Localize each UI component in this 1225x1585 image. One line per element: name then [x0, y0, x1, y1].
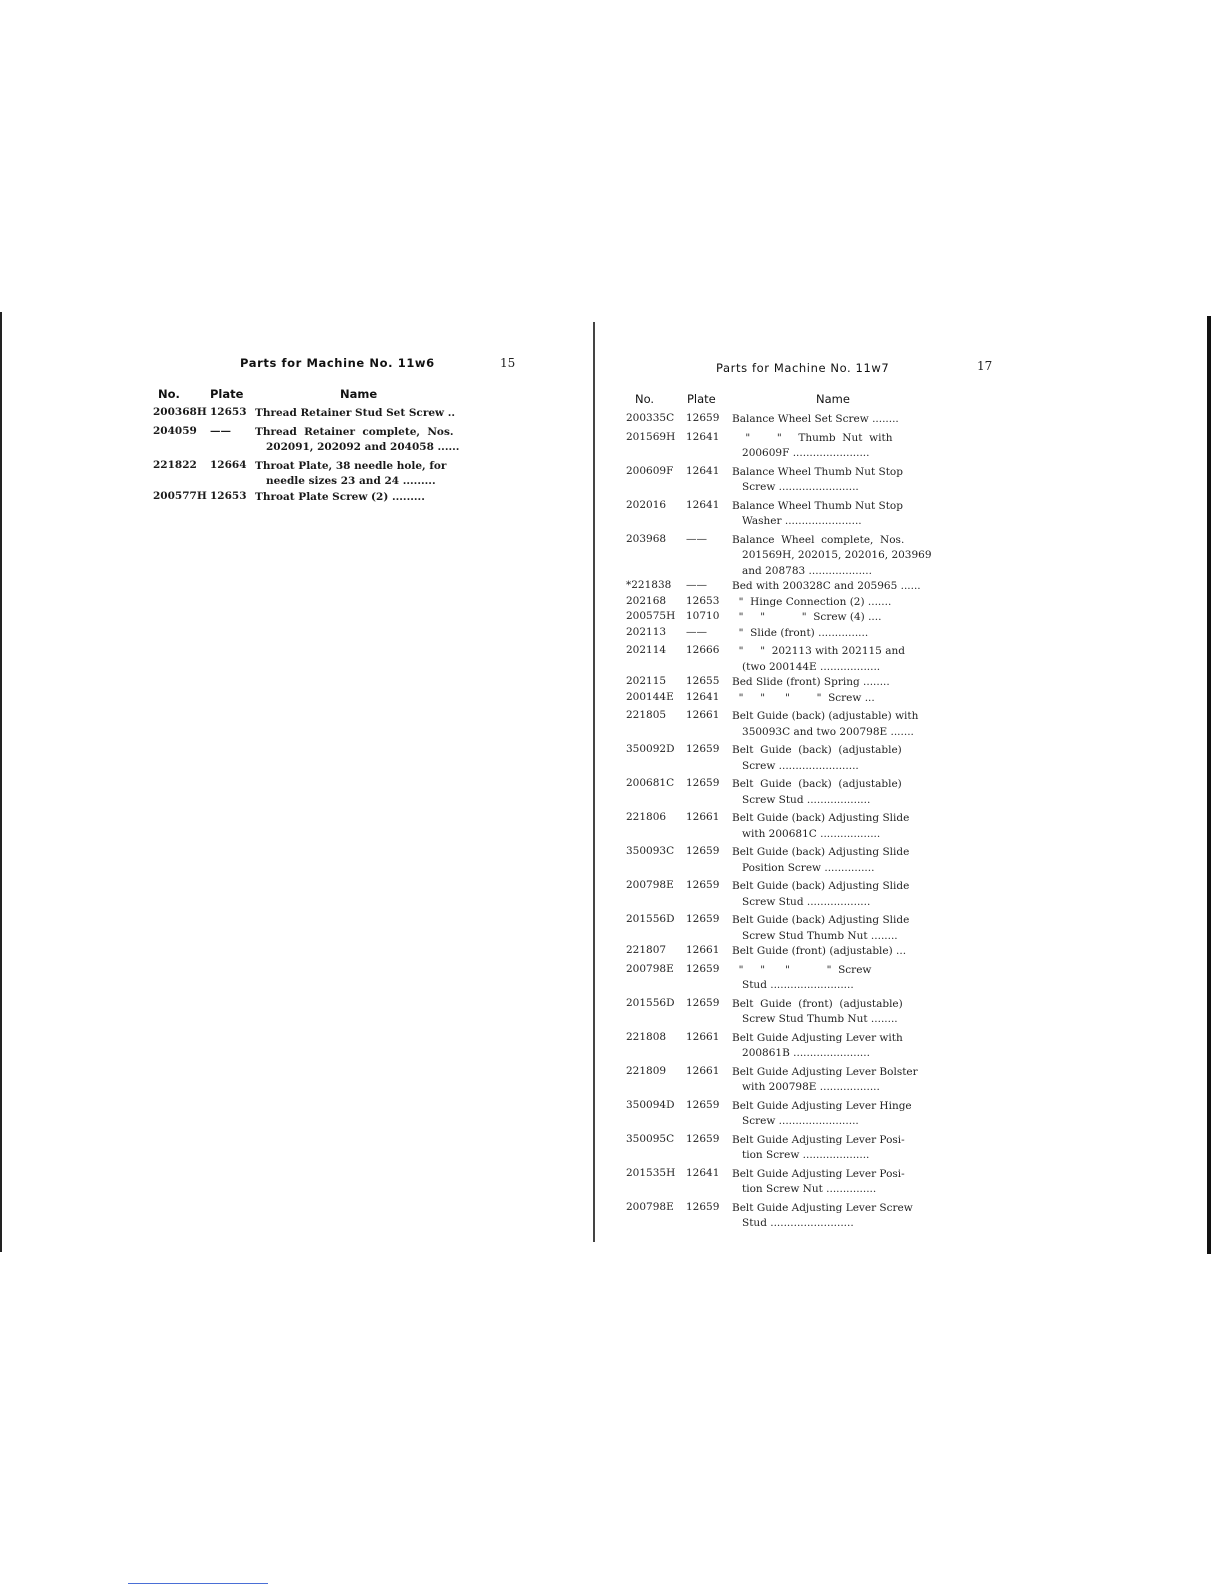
page-edge-left: [0, 312, 2, 1252]
plate-number: 12641: [686, 1166, 720, 1179]
part-row: [620, 610, 1000, 626]
part-name: Thread Retainer Stud Set Screw ..: [255, 407, 456, 419]
plate-number: 12659: [686, 913, 720, 925]
plate-number: 12653: [686, 594, 720, 607]
part-row: [620, 579, 1000, 595]
part-name: " " " " Screw ...: [732, 691, 875, 704]
part-number: 200681C: [626, 777, 675, 789]
part-name: Thread Retainer complete, Nos. 202091, 202092 and 204058 ......: [255, 425, 460, 453]
plate-number: 12659: [686, 777, 720, 789]
part-number: 201556D: [626, 913, 675, 925]
plate-number: 12659: [686, 962, 720, 975]
part-row: [620, 997, 1000, 1028]
part-number: 202016: [626, 498, 667, 511]
part-row: [150, 490, 530, 506]
part-name: Belt Guide Adjusting Lever Posi- tion Screw ....................: [732, 1133, 905, 1161]
part-name: " Slide (front) ...............: [732, 626, 869, 639]
part-name: Belt Guide (back) Adjusting Slide Position Screw ...............: [732, 846, 910, 874]
part-name: Belt Guide (front) (adjustable) ...: [732, 945, 907, 957]
part-number: 200609F: [626, 464, 674, 477]
plate-number: 12664: [210, 458, 247, 471]
part-name: Belt Guide (back) (adjustable) with 350093C and two 200798E .......: [732, 710, 919, 738]
part-name: Belt Guide (back) Adjusting Slide Screw Stud Thumb Nut ........: [732, 914, 910, 942]
plate-number: 12641: [686, 498, 720, 511]
part-name: Belt Guide (back) (adjustable) Screw Stud ...................: [732, 778, 902, 806]
plate-number: 12659: [686, 1200, 720, 1213]
part-row: [150, 425, 530, 456]
part-row: [620, 1201, 1000, 1232]
part-name: Balance Wheel Thumb Nut Stop Washer .......................: [732, 499, 903, 527]
plate-number: 12659: [686, 1132, 720, 1145]
part-row: [150, 459, 530, 490]
part-row: [620, 626, 1000, 642]
page-title: Parts for Machine No. 11w7: [716, 361, 890, 375]
plate-number: 12661: [686, 709, 720, 721]
part-row: [620, 1099, 1000, 1130]
part-name: " " " Screw (4) ....: [732, 611, 882, 623]
part-number: 201556D: [626, 996, 675, 1009]
part-number: 221809: [626, 1064, 667, 1077]
part-row: [620, 777, 1000, 808]
part-name: Balance Wheel Thumb Nut Stop Screw ........................: [732, 465, 903, 493]
part-name: Bed Slide (front) Spring ........: [732, 676, 890, 688]
plate-number: 12641: [686, 690, 720, 703]
plate-number: 12659: [686, 412, 720, 424]
plate-number: ——: [686, 625, 707, 638]
part-number: 202115: [626, 675, 667, 687]
part-number: 201569H: [626, 430, 676, 443]
part-row: [620, 845, 1000, 876]
part-row: [620, 1065, 1000, 1096]
part-number: 200144E: [626, 690, 674, 703]
plate-number: ——: [210, 424, 231, 437]
plate-number: ——: [686, 532, 707, 545]
part-row: [620, 499, 1000, 530]
part-row: [620, 709, 1000, 740]
part-row: [620, 675, 1000, 691]
part-row: [620, 811, 1000, 842]
plate-number: 10710: [686, 610, 720, 622]
part-name: Belt Guide (back) (adjustable) Screw ........................: [732, 744, 902, 772]
part-row: [620, 431, 1000, 462]
plate-number: 12661: [686, 1030, 720, 1043]
part-row: [620, 533, 1000, 580]
part-number: 221807: [626, 944, 667, 956]
column-header-plate: Plate: [687, 392, 716, 406]
part-number: 204059: [153, 424, 197, 437]
plate-number: 12641: [686, 464, 720, 477]
plate-number: 12666: [686, 644, 720, 656]
part-number: 200798E: [626, 962, 674, 975]
part-number: 200798E: [626, 1200, 674, 1213]
part-row: [620, 465, 1000, 496]
plate-number: 12661: [686, 1064, 720, 1077]
parts-list: [620, 412, 1000, 1232]
part-number: 200368H: [153, 406, 207, 418]
part-name: Throat Plate, 38 needle hole, for needle sizes 23 and 24 .........: [255, 459, 447, 487]
plate-number: 12653: [210, 489, 247, 502]
part-number: 221805: [626, 709, 667, 721]
part-number: 350093C: [626, 845, 675, 857]
part-name: " " Thumb Nut with 200609F .......................: [742, 431, 893, 459]
part-row: [620, 691, 1000, 707]
column-header-no: No.: [158, 387, 180, 401]
part-row: [620, 913, 1000, 944]
part-name: " " 202113 with 202115 and (two 200144E ..................: [738, 645, 905, 673]
part-row: [620, 1031, 1000, 1062]
part-number: 350094D: [626, 1098, 675, 1111]
page-number: 17: [977, 359, 993, 373]
plate-number: ——: [686, 579, 707, 591]
part-name: Bed with 200328C and 205965 ......: [732, 580, 921, 592]
part-name: " Hinge Connection (2) .......: [732, 595, 892, 608]
page-title: Parts for Machine No. 11w6: [240, 356, 435, 370]
part-number: 221822: [153, 458, 197, 471]
part-number: 350095C: [626, 1132, 675, 1145]
plate-number: 12641: [686, 430, 720, 443]
part-number: 221808: [626, 1030, 667, 1043]
parts-list: [150, 406, 530, 505]
part-row: [620, 879, 1000, 910]
plate-number: 12661: [686, 944, 720, 956]
column-header-name: Name: [816, 392, 850, 406]
part-name: Balance Wheel complete, Nos. 201569H, 202015, 202016, 203969 and 208783 ...................: [732, 533, 932, 577]
part-number: 202168: [626, 594, 667, 607]
part-row: [620, 1167, 1000, 1198]
plate-number: 12659: [686, 879, 720, 891]
column-header-no: No.: [635, 392, 655, 406]
part-name: Belt Guide Adjusting Lever Hinge Screw ........................: [732, 1099, 912, 1127]
part-number: 202114: [626, 644, 667, 656]
part-name: Belt Guide (front) (adjustable) Screw Stud Thumb Nut ........: [732, 997, 903, 1025]
part-row: [620, 644, 1000, 675]
part-number: 200577H: [153, 489, 207, 502]
part-name: Belt Guide Adjusting Lever Posi- tion Screw Nut ...............: [732, 1167, 905, 1195]
page-number: 15: [500, 356, 516, 370]
part-number: 202113: [626, 625, 667, 638]
part-number: 200575H: [626, 610, 676, 622]
part-row: [620, 595, 1000, 611]
part-row: [620, 743, 1000, 774]
part-number: *221838: [626, 579, 672, 591]
part-name: Belt Guide (back) Adjusting Slide Screw Stud ...................: [732, 880, 910, 908]
part-name: Belt Guide Adjusting Lever Bolster with 200798E ..................: [732, 1065, 918, 1093]
part-number: 221806: [626, 811, 667, 823]
column-header-plate: Plate: [210, 387, 244, 401]
part-row: [620, 1133, 1000, 1164]
part-name: Belt Guide Adjusting Lever with 200861B .......................: [732, 1031, 903, 1059]
plate-number: 12659: [686, 743, 720, 755]
plate-number: 12661: [686, 811, 720, 823]
part-number: 203968: [626, 532, 667, 545]
part-name: " " " " Screw Stud .........................: [738, 963, 872, 991]
part-number: 200798E: [626, 879, 674, 891]
part-name: Belt Guide Adjusting Lever Screw Stud .........................: [732, 1201, 913, 1229]
part-row: [620, 963, 1000, 994]
plate-number: 12659: [686, 845, 720, 857]
page-edge-right: [1207, 316, 1211, 1254]
part-number: 200335C: [626, 412, 675, 424]
part-name: Throat Plate Screw (2) .........: [255, 490, 425, 503]
plate-number: 12659: [686, 1098, 720, 1111]
part-number: 350092D: [626, 743, 675, 755]
plate-number: 12653: [210, 406, 247, 418]
book-gutter: [593, 322, 595, 1242]
part-row: [620, 412, 1000, 428]
part-name: Belt Guide (back) Adjusting Slide with 200681C ..................: [732, 812, 910, 840]
bottom-link-underline: [128, 1583, 268, 1584]
column-header-name: Name: [340, 387, 378, 401]
part-row: [150, 406, 530, 422]
plate-number: 12655: [686, 675, 720, 687]
plate-number: 12659: [686, 996, 720, 1009]
part-name: Balance Wheel Set Screw ........: [732, 413, 899, 425]
part-row: [620, 944, 1000, 960]
part-number: 201535H: [626, 1166, 676, 1179]
